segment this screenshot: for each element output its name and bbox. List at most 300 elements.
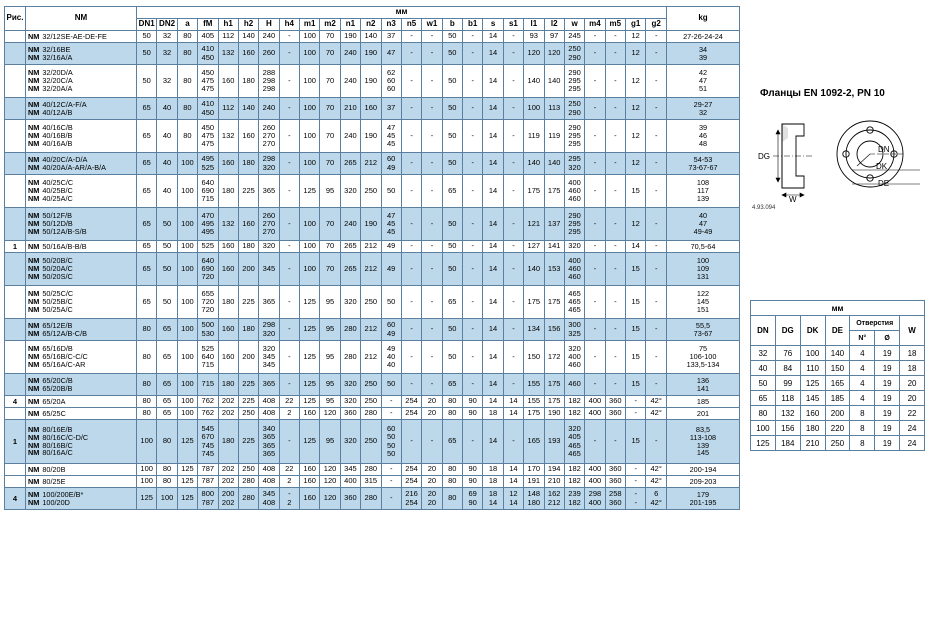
cell-n1: 240 <box>340 120 360 153</box>
cell-w1: - <box>422 286 442 319</box>
header-col-g1: g1 <box>626 19 646 31</box>
cell-h: 365 <box>259 286 279 319</box>
table-row <box>5 65 740 98</box>
cell-nm: NM NM NM 32/20D/A 32/20C/A 32/20A/A <box>26 65 137 98</box>
cell-h1: 202 <box>218 464 238 476</box>
side-cell-4: 4 <box>850 391 875 406</box>
cell-n5: - <box>401 374 421 396</box>
side-cell-2: 180 <box>800 421 825 436</box>
cell-a: 125 <box>177 488 197 510</box>
cell-kg: 75 106-100 133,5-134 <box>667 341 740 374</box>
cell-s1: 14 <box>503 396 523 408</box>
cell-g2: - <box>646 120 667 153</box>
cell-m1: 100 <box>300 65 320 98</box>
cell-fm: 640 690 720 <box>198 253 218 286</box>
cell-b1: 69 90 <box>463 488 483 510</box>
cell-n2: 280 <box>361 408 381 420</box>
cell-g1: 12 <box>626 208 646 241</box>
cell-h: 240 <box>259 98 279 120</box>
cell-n3: 47 45 45 <box>381 120 401 153</box>
cell-kg: 39 46 48 <box>667 120 740 153</box>
cell-n5: - <box>401 98 421 120</box>
cell-m1: 100 <box>300 253 320 286</box>
cell-h1: 160 <box>218 241 238 253</box>
cell-dn2: 100 <box>157 488 177 510</box>
side-cell-5: 19 <box>875 376 900 391</box>
cell-h1: 202 <box>218 396 238 408</box>
side-cell-1: 76 <box>775 346 800 361</box>
cell-dn1: 80 <box>137 341 157 374</box>
cell-n5: - <box>401 120 421 153</box>
cell-fm: 545 670 745 745 <box>198 420 218 464</box>
cell-h: 408 <box>259 464 279 476</box>
cell-l1: 140 <box>524 65 544 98</box>
cell-m4: - <box>585 341 605 374</box>
cell-ris <box>5 476 26 488</box>
cell-m2: 70 <box>320 31 340 43</box>
cell-fm: 787 <box>198 464 218 476</box>
cell-w: 182 <box>564 476 584 488</box>
cell-l2: 137 <box>544 208 564 241</box>
header-col-n2: n2 <box>361 19 381 31</box>
cell-a: 100 <box>177 241 197 253</box>
cell-h1: 180 <box>218 374 238 396</box>
cell-dn1: 65 <box>137 286 157 319</box>
cell-n3: - <box>381 464 401 476</box>
side-table-head <box>751 301 925 346</box>
cell-n2: 212 <box>361 241 381 253</box>
cell-m2: 70 <box>320 241 340 253</box>
cell-n1: 280 <box>340 319 360 341</box>
cell-n3: 37 <box>381 31 401 43</box>
cell-b1: - <box>463 253 483 286</box>
cell-m4: 298 400 <box>585 488 605 510</box>
cell-nm: NM NM NM 40/16C/B 40/16B/B 40/16A/B <box>26 120 137 153</box>
side-table-row <box>751 421 925 436</box>
cell-n2: 315 <box>361 476 381 488</box>
cell-m4: - <box>585 241 605 253</box>
cell-dn2: 65 <box>157 319 177 341</box>
cell-n2: 212 <box>361 341 381 374</box>
side-cell-6: 20 <box>900 391 925 406</box>
cell-s: 18 <box>483 408 503 420</box>
cell-g2: - <box>646 341 667 374</box>
cell-g2: - <box>646 420 667 464</box>
cell-b1: 90 <box>463 464 483 476</box>
cell-ris: 4 <box>5 488 26 510</box>
cell-h4: - <box>279 120 299 153</box>
cell-s: 14 <box>483 120 503 153</box>
cell-g1: 12 <box>626 65 646 98</box>
cell-m4: - <box>585 65 605 98</box>
cell-l2: 175 <box>544 374 564 396</box>
cell-n5: - <box>401 420 421 464</box>
cell-l2: 153 <box>544 253 564 286</box>
cell-l2: 190 <box>544 408 564 420</box>
header-col-h1: h1 <box>218 19 238 31</box>
cell-h: 298 320 <box>259 319 279 341</box>
cell-b: 50 <box>442 31 462 43</box>
cell-n3: 47 45 45 <box>381 208 401 241</box>
cell-fm: 500 530 <box>198 319 218 341</box>
cell-h: 260 <box>259 43 279 65</box>
cell-g2: 6 42° <box>646 488 667 510</box>
cell-m4: - <box>585 420 605 464</box>
cell-h: 408 <box>259 396 279 408</box>
cell-g2: - <box>646 241 667 253</box>
cell-l1: 140 <box>524 253 544 286</box>
cell-b1: - <box>463 43 483 65</box>
cell-w: 400 460 460 <box>564 253 584 286</box>
cell-h: 298 320 <box>259 153 279 175</box>
cell-b1: - <box>463 420 483 464</box>
cell-h4: 22 <box>279 396 299 408</box>
cell-s: 14 <box>483 319 503 341</box>
cell-b1: - <box>463 286 483 319</box>
cell-h1: 180 <box>218 286 238 319</box>
cell-n2: 212 <box>361 319 381 341</box>
cell-b: 50 <box>442 120 462 153</box>
cell-n3: - <box>381 408 401 420</box>
cell-a: 80 <box>177 65 197 98</box>
side-cell-2: 110 <box>800 361 825 376</box>
cell-n2: 250 <box>361 175 381 208</box>
cell-l1: 165 <box>524 420 544 464</box>
cell-h2: 140 <box>238 98 258 120</box>
cell-g2: 42° <box>646 464 667 476</box>
cell-n2: 280 <box>361 488 381 510</box>
table-row <box>5 253 740 286</box>
cell-n5: 216 254 <box>401 488 421 510</box>
cell-kg: 136 141 <box>667 374 740 396</box>
cell-a: 100 <box>177 253 197 286</box>
cell-m4: - <box>585 253 605 286</box>
cell-m5: - <box>605 43 625 65</box>
cell-n5: - <box>401 241 421 253</box>
cell-g1: 12 <box>626 43 646 65</box>
header-col-a: a <box>177 19 197 31</box>
cell-m5: 360 <box>605 396 625 408</box>
cell-l1: 119 <box>524 120 544 153</box>
cell-m5: - <box>605 65 625 98</box>
cell-h4: - <box>279 374 299 396</box>
table-row <box>5 208 740 241</box>
cell-s: 18 14 <box>483 488 503 510</box>
cell-ris <box>5 98 26 120</box>
cell-h: 408 <box>259 408 279 420</box>
side-cell-0: 40 <box>751 361 776 376</box>
cell-g2: - <box>646 286 667 319</box>
cell-fm: 787 <box>198 476 218 488</box>
label-dg: DG <box>758 152 770 161</box>
cell-n1: 360 <box>340 408 360 420</box>
cell-h4: - <box>279 153 299 175</box>
cell-l2: 193 <box>544 420 564 464</box>
cell-dn2: 65 <box>157 341 177 374</box>
cell-n3: 49 <box>381 241 401 253</box>
cell-s1: 14 <box>503 408 523 420</box>
cell-dn2: 65 <box>157 408 177 420</box>
header-col-g2: g2 <box>646 19 667 31</box>
cell-h2: 160 <box>238 208 258 241</box>
cell-dn1: 80 <box>137 396 157 408</box>
cell-h2: 280 <box>238 488 258 510</box>
cell-m1: 125 <box>300 420 320 464</box>
cell-kg: 40 47 49-49 <box>667 208 740 241</box>
cell-h: 340 365 365 365 <box>259 420 279 464</box>
cell-n5: - <box>401 31 421 43</box>
cell-b: 65 <box>442 374 462 396</box>
cell-m5: - <box>605 153 625 175</box>
side-cell-4: 8 <box>850 406 875 421</box>
cell-a: 100 <box>177 153 197 175</box>
cell-m4: - <box>585 175 605 208</box>
cell-w1: 20 20 <box>422 488 442 510</box>
cell-kg: 179 201-195 <box>667 488 740 510</box>
cell-g2: - <box>646 65 667 98</box>
cell-ris <box>5 120 26 153</box>
cell-n3: 47 <box>381 43 401 65</box>
cell-l2: 156 <box>544 319 564 341</box>
cell-m2: 120 <box>320 408 340 420</box>
side-table-row <box>751 346 925 361</box>
cell-h2: 160 <box>238 120 258 153</box>
cell-w1: - <box>422 65 442 98</box>
cell-n5: 254 <box>401 408 421 420</box>
cell-h1: 202 <box>218 408 238 420</box>
cell-h2: 180 <box>238 153 258 175</box>
side-cell-6: 24 <box>900 436 925 451</box>
cell-dn2: 50 <box>157 253 177 286</box>
flange-title: Фланцы EN 1092-2, PN 10 <box>760 88 885 99</box>
cell-m5: - <box>605 286 625 319</box>
cell-l1: 148 180 <box>524 488 544 510</box>
header-col-b: b <box>442 19 462 31</box>
cell-s: 14 <box>483 341 503 374</box>
cell-s1: - <box>503 286 523 319</box>
cell-s1: - <box>503 374 523 396</box>
cell-b: 50 <box>442 319 462 341</box>
cell-s: 14 <box>483 241 503 253</box>
cell-fm: 655 720 720 <box>198 286 218 319</box>
cell-nm: NM NM NM 50/25C/C 50/25B/C 50/25A/C <box>26 286 137 319</box>
cell-m5: - <box>605 341 625 374</box>
header-col-s: s <box>483 19 503 31</box>
cell-l1: 175 <box>524 286 544 319</box>
cell-l2: 175 <box>544 175 564 208</box>
cell-w: 290 295 295 <box>564 120 584 153</box>
cell-dn2: 50 <box>157 286 177 319</box>
cell-l2: 194 <box>544 464 564 476</box>
side-cell-3: 140 <box>825 346 850 361</box>
cell-b: 80 <box>442 464 462 476</box>
cell-l1: 175 <box>524 408 544 420</box>
header-mm-group: мм <box>137 7 667 19</box>
cell-n2: 212 <box>361 253 381 286</box>
cell-h4: - <box>279 208 299 241</box>
flange-drawing <box>752 110 924 202</box>
cell-h1: 202 <box>218 476 238 488</box>
cell-m5: 360 <box>605 476 625 488</box>
label-dn: DN <box>878 145 890 154</box>
header-ris: Рис. <box>5 7 26 31</box>
label-w: W <box>789 195 797 202</box>
cell-s1: - <box>503 43 523 65</box>
cell-dn2: 40 <box>157 175 177 208</box>
cell-n2: 250 <box>361 396 381 408</box>
table-row <box>5 341 740 374</box>
cell-w: 400 460 460 <box>564 175 584 208</box>
cell-h1: 132 <box>218 208 238 241</box>
table-row <box>5 374 740 396</box>
cell-n1: 240 <box>340 65 360 98</box>
cell-h4: - <box>279 241 299 253</box>
side-header-de: DE <box>825 316 850 346</box>
cell-n5: - <box>401 43 421 65</box>
cell-m5: - <box>605 420 625 464</box>
cell-n5: - <box>401 341 421 374</box>
table-head <box>5 7 740 31</box>
cell-ris <box>5 253 26 286</box>
table-row <box>5 31 740 43</box>
table-row <box>5 396 740 408</box>
side-cell-3: 165 <box>825 376 850 391</box>
cell-kg: 27-26-24-24 <box>667 31 740 43</box>
cell-m4: - <box>585 43 605 65</box>
side-cell-4: 4 <box>850 346 875 361</box>
header-col-n5: n5 <box>401 19 421 31</box>
cell-g1: 15 <box>626 253 646 286</box>
cell-kg: 100 109 131 <box>667 253 740 286</box>
side-cell-6: 24 <box>900 421 925 436</box>
cell-a: 80 <box>177 120 197 153</box>
cell-m5: - <box>605 208 625 241</box>
cell-m5: 360 <box>605 464 625 476</box>
cell-dn1: 80 <box>137 408 157 420</box>
cell-a: 100 <box>177 396 197 408</box>
cell-ris: 4 <box>5 396 26 408</box>
cell-n2: 190 <box>361 120 381 153</box>
cell-l1: 134 <box>524 319 544 341</box>
side-cell-1: 132 <box>775 406 800 421</box>
cell-w: 182 <box>564 408 584 420</box>
cell-s: 18 <box>483 464 503 476</box>
cell-m2: 120 <box>320 476 340 488</box>
cell-fm: 410 450 <box>198 43 218 65</box>
cell-w: 245 <box>564 31 584 43</box>
cell-s: 14 <box>483 175 503 208</box>
cell-dn2: 65 <box>157 374 177 396</box>
cell-b: 65 <box>442 420 462 464</box>
side-header-w: W <box>900 316 925 346</box>
side-cell-0: 125 <box>751 436 776 451</box>
cell-m1: 100 <box>300 120 320 153</box>
side-cell-5: 19 <box>875 406 900 421</box>
table-row <box>5 286 740 319</box>
cell-fm: 715 <box>198 374 218 396</box>
cell-fm: 450 475 475 <box>198 120 218 153</box>
side-cell-4: 8 <box>850 421 875 436</box>
cell-nm: NM NM 32/16BE 32/16A/A <box>26 43 137 65</box>
side-cell-3: 220 <box>825 421 850 436</box>
cell-m1: 160 <box>300 476 320 488</box>
cell-m4: 400 <box>585 464 605 476</box>
side-cell-1: 184 <box>775 436 800 451</box>
cell-h2: 250 <box>238 464 258 476</box>
header-col-m5: m5 <box>605 19 625 31</box>
cell-n2: 250 <box>361 420 381 464</box>
cell-h2: 225 <box>238 286 258 319</box>
cell-m2: 70 <box>320 120 340 153</box>
cell-l1: 120 <box>524 43 544 65</box>
cell-n3: 50 <box>381 374 401 396</box>
cell-ris <box>5 175 26 208</box>
cell-g2: 42° <box>646 396 667 408</box>
cell-g2: - <box>646 208 667 241</box>
side-table-row <box>751 436 925 451</box>
table-row <box>5 319 740 341</box>
flange-dimensions-table <box>750 300 925 451</box>
cell-g2: - <box>646 253 667 286</box>
cell-h: 288 298 298 <box>259 65 279 98</box>
table-row <box>5 175 740 208</box>
cell-g1: - <box>626 396 646 408</box>
cell-m1: 100 <box>300 31 320 43</box>
cell-nm: NM NM NM NM 80/16E/B 80/16C/C-D/C 80/16B/C 80/16A/C <box>26 420 137 464</box>
cell-n3: 49 <box>381 253 401 286</box>
side-cell-3: 200 <box>825 406 850 421</box>
cell-s: 18 <box>483 476 503 488</box>
cell-b: 65 <box>442 286 462 319</box>
side-table-row <box>751 376 925 391</box>
cell-s: 14 <box>483 153 503 175</box>
cell-b1: - <box>463 319 483 341</box>
cell-kg: 34 39 <box>667 43 740 65</box>
cell-h2: 250 <box>238 408 258 420</box>
cell-n1: 265 <box>340 253 360 286</box>
header-col-h4: h4 <box>279 19 299 31</box>
cell-h1: 112 <box>218 31 238 43</box>
cell-n5: - <box>401 286 421 319</box>
cell-n2: 190 <box>361 208 381 241</box>
cell-n1: 320 <box>340 175 360 208</box>
cell-nm: NM 65/20A <box>26 396 137 408</box>
cell-n3: 60 50 50 50 <box>381 420 401 464</box>
cell-n1: 280 <box>340 341 360 374</box>
cell-g1: 12 <box>626 31 646 43</box>
cell-s: 14 <box>483 98 503 120</box>
side-cell-2: 100 <box>800 346 825 361</box>
cell-h4: 2 <box>279 408 299 420</box>
cell-h1: 160 <box>218 153 238 175</box>
cell-n5: - <box>401 208 421 241</box>
cell-nm: NM 50/16A/B-B/B <box>26 241 137 253</box>
cell-m2: 70 <box>320 208 340 241</box>
cell-s: 14 <box>483 286 503 319</box>
cell-m1: 125 <box>300 374 320 396</box>
cell-s: 14 <box>483 253 503 286</box>
cell-dn1: 80 <box>137 374 157 396</box>
cell-dn2: 65 <box>157 396 177 408</box>
header-col-w1: w1 <box>422 19 442 31</box>
side-cell-1: 84 <box>775 361 800 376</box>
cell-w1: - <box>422 153 442 175</box>
cell-m1: 160 <box>300 464 320 476</box>
cell-g1: - - <box>626 488 646 510</box>
cell-h2: 225 <box>238 374 258 396</box>
cell-n5: 254 <box>401 476 421 488</box>
cell-h4: - <box>279 98 299 120</box>
